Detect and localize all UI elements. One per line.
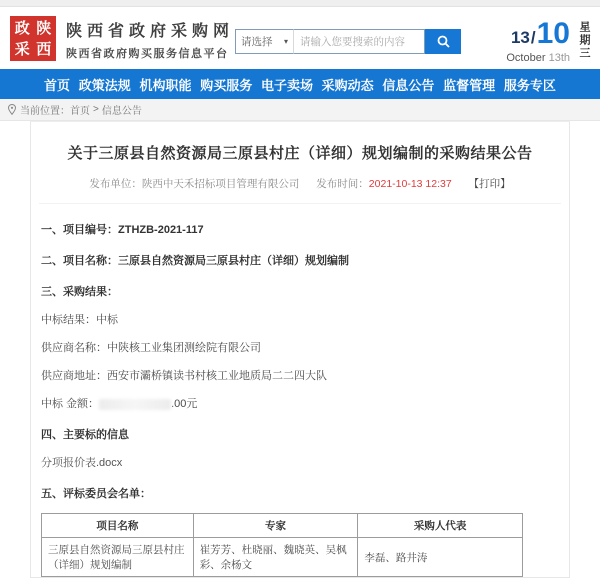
date-separator: / bbox=[530, 28, 536, 47]
committee-table bbox=[41, 513, 523, 577]
supplier-address-label: 供应商地址： bbox=[41, 370, 107, 382]
column-header-experts: 专家 bbox=[193, 514, 358, 538]
section-procurement-result: 三、采购结果： bbox=[41, 286, 118, 298]
project-number-value: ZTHZB-2021-117 bbox=[118, 224, 204, 236]
logo-char: 陕 bbox=[36, 19, 52, 37]
supplier-name-line bbox=[41, 339, 559, 355]
column-header-project-name: 项目名称 bbox=[42, 514, 194, 538]
search-bar bbox=[235, 29, 461, 54]
search-category-value: 请选择 bbox=[241, 36, 273, 48]
section-project-name bbox=[41, 252, 559, 268]
column-header-purchaser-reps: 采购人代表 bbox=[358, 514, 523, 538]
main-nav bbox=[0, 69, 600, 99]
nav-item-supervision[interactable]: 监督管理 bbox=[443, 77, 496, 93]
project-name-value: 三原县自然资源局三原县村庄（详细）规划编制 bbox=[118, 255, 349, 267]
logo-char: 采 bbox=[14, 40, 30, 58]
site-title: 陕西省政府采购网 bbox=[66, 23, 235, 40]
table-header-row bbox=[42, 514, 523, 538]
bid-result-line bbox=[41, 311, 559, 327]
cell-purchaser-reps: 李磊、路井涛 bbox=[358, 538, 523, 577]
project-number-label: 一、项目编号： bbox=[41, 224, 118, 236]
nav-item-home[interactable]: 首页 bbox=[44, 77, 71, 93]
cell-experts: 崔芳芳、杜晓丽、魏晓英、吴枫彩、余杨文 bbox=[193, 538, 358, 577]
supplier-address-line bbox=[41, 367, 559, 383]
date-ordinal: 13th bbox=[548, 52, 570, 64]
attachment-link[interactable]: 分项报价表.docx bbox=[41, 457, 123, 469]
nav-item-purchase-services[interactable]: 购买服务 bbox=[200, 77, 253, 93]
section-committee-list: 五、评标委员会名单： bbox=[41, 488, 151, 500]
site-subtitle: 陕西省政府购买服务信息平台 bbox=[66, 48, 229, 60]
print-button[interactable]: 【打印】 bbox=[468, 178, 511, 190]
site-logo[interactable] bbox=[10, 16, 56, 61]
bid-amount-line bbox=[41, 395, 559, 411]
article-body bbox=[39, 204, 561, 577]
cell-project-name: 三原县自然资源局三原县村庄（详细）规划编制 bbox=[42, 538, 194, 577]
breadcrumb-prefix: 当前位置： bbox=[20, 106, 70, 117]
search-icon bbox=[437, 35, 450, 48]
breadcrumb-current[interactable]: 信息公告 bbox=[101, 106, 142, 117]
nav-item-policies[interactable]: 政策法规 bbox=[78, 77, 131, 93]
section-main-subject-info: 四、主要标的信息 bbox=[41, 429, 129, 441]
publish-time-label: 发布时间： bbox=[316, 178, 369, 190]
redacted-amount bbox=[99, 399, 171, 410]
announcement-card bbox=[30, 121, 570, 578]
date-day: 13 bbox=[510, 28, 530, 47]
search-input[interactable] bbox=[293, 29, 425, 54]
supplier-address-value: 西安市灞桥镇读书村核工业地质局二二四大队 bbox=[107, 370, 327, 382]
bid-amount-suffix: .00元 bbox=[171, 398, 198, 410]
date-month-number: 10 bbox=[536, 17, 570, 50]
publisher-value: 陕西中天禾招标项目管理有限公司 bbox=[141, 178, 300, 190]
nav-item-announcements[interactable]: 信息公告 bbox=[382, 77, 435, 93]
date-weekday: 星期三 bbox=[578, 21, 590, 60]
nav-item-e-marketplace[interactable]: 电子卖场 bbox=[260, 77, 313, 93]
nav-item-functions[interactable]: 机构职能 bbox=[139, 77, 192, 93]
article-meta bbox=[39, 176, 561, 204]
search-button[interactable] bbox=[425, 29, 461, 54]
supplier-name-value: 中陕核工业集团测绘院有限公司 bbox=[107, 342, 261, 354]
date-widget bbox=[490, 19, 570, 64]
table-row bbox=[42, 538, 523, 577]
supplier-name-label: 供应商名称： bbox=[41, 342, 107, 354]
publisher-label: 发布单位： bbox=[89, 178, 142, 190]
bid-result-label: 中标结果： bbox=[41, 314, 96, 326]
breadcrumb bbox=[0, 99, 600, 121]
chevron-down-icon: ▾ bbox=[283, 37, 288, 46]
logo-char: 政 bbox=[14, 19, 30, 37]
search-category-select[interactable] bbox=[235, 29, 293, 54]
nav-item-procurement-news[interactable]: 采购动态 bbox=[321, 77, 374, 93]
breadcrumb-home[interactable]: 首页 bbox=[70, 106, 90, 117]
project-name-label: 二、项目名称： bbox=[41, 255, 118, 267]
breadcrumb-separator: > bbox=[93, 104, 99, 115]
logo-char: 西 bbox=[36, 40, 52, 58]
publish-time-value: 2021-10-13 12:37 bbox=[368, 178, 452, 190]
date-month-name: October bbox=[506, 52, 546, 64]
top-strip bbox=[0, 0, 600, 7]
site-names bbox=[66, 18, 234, 61]
bid-result-value: 中标 bbox=[96, 314, 118, 326]
location-pin-icon bbox=[8, 104, 16, 115]
site-header bbox=[0, 7, 600, 69]
bid-amount-label: 中标 金额： bbox=[41, 398, 100, 410]
section-project-number bbox=[41, 221, 559, 237]
nav-item-service-zone[interactable]: 服务专区 bbox=[503, 77, 556, 93]
page-title: 关于三原县自然资源局三原县村庄（详细）规划编制的采购结果公告 bbox=[67, 145, 533, 162]
